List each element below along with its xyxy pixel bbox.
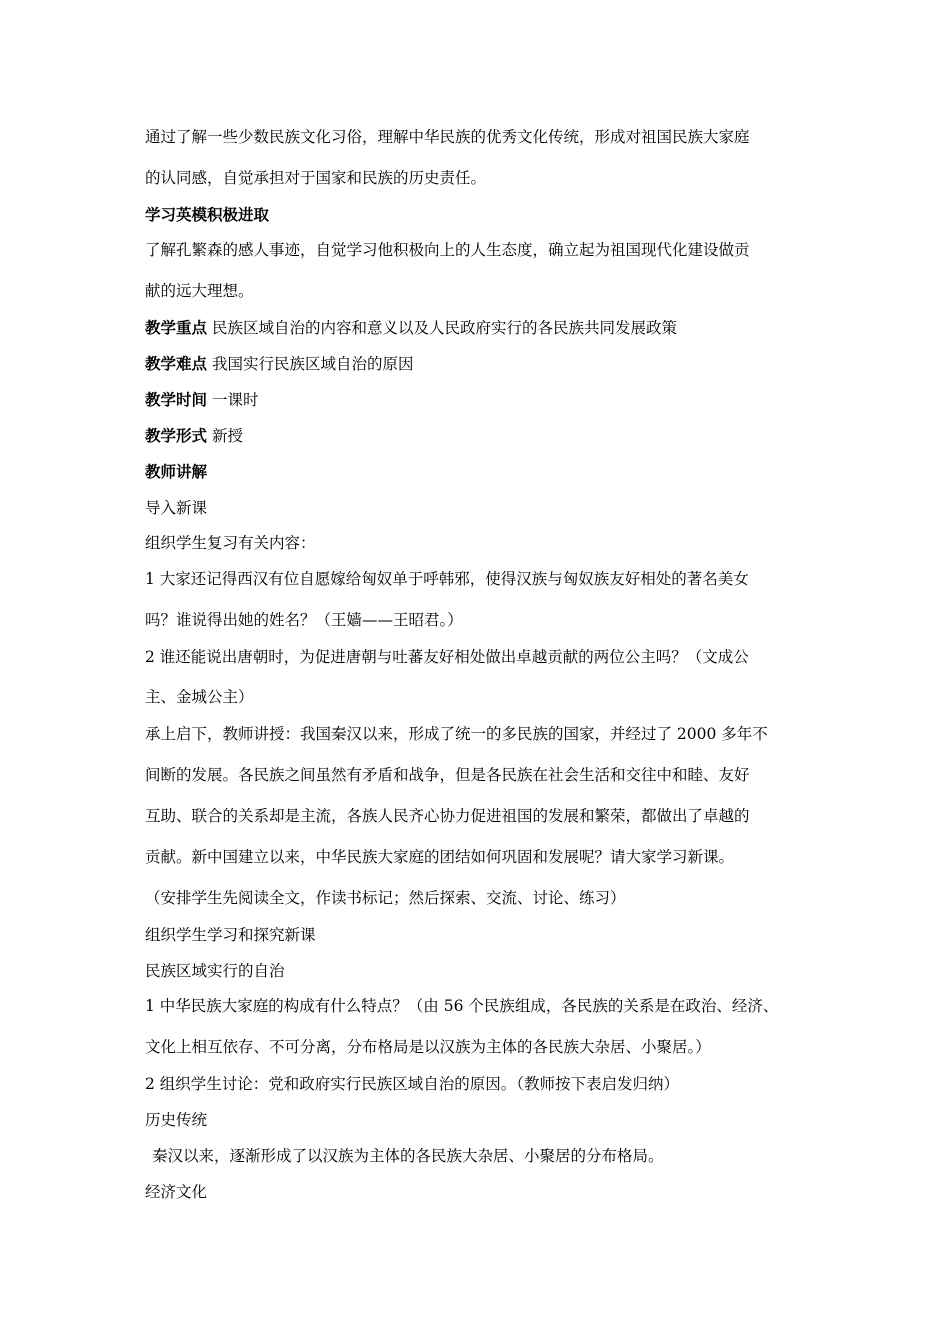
economy-culture-heading: 经济文化 [145,1183,208,1201]
teaching-time-label: 教学时间 [145,391,208,409]
teaching-form-text: 新授 [211,427,243,445]
item-2: 2 组织学生讨论：党和政府实行民族区域自治的原因。（教师按下表启发归纳） [145,1075,680,1093]
history-tradition-text: 秦汉以来，逐渐形成了以汉族为主体的各民族大杂居、小聚居的分布格局。 [152,1147,664,1165]
teaching-focus-label: 教学重点 [145,319,208,337]
transition-line-4: 贡献。新中国建立以来，中华民族大家庭的团结如何巩固和发展呢？请大家学习新课。 [145,848,735,866]
organize-study: 组织学生学习和探究新课 [145,926,316,944]
transition-line-2: 间断的发展。各民族之间虽然有矛盾和战争，但是各民族在社会生活和交往中和睦、友好 [145,766,750,784]
objective-kong-line-1: 了解孔繁森的感人事迹，自觉学习他积极向上的人生态度，确立起为祖国现代化建设做贡 [145,241,750,259]
review-instruction: 组织学生复习有关内容： [145,534,316,552]
teaching-form [145,426,243,446]
intro-new-lesson: 导入新课 [145,499,208,517]
item-1-line-2: 文化上相互依存、不可分离，分布格局是以汉族为主体的各民族大杂居、小聚居。） [145,1038,711,1056]
teaching-difficulty [145,354,413,374]
question-2-line-2: 主、金城公主） [145,688,254,706]
transition-line-3: 互助、联合的关系却是主流，各族人民齐心协力促进祖国的发展和繁荣，都做出了卓越的 [145,807,750,825]
reading-arrangement: （安排学生先阅读全文，作读书标记；然后探索、交流、讨论、练习） [145,889,626,907]
teaching-difficulty-text: 我国实行民族区域自治的原因 [211,355,414,373]
teaching-focus [145,318,677,338]
objective-kong-line-2: 献的远大理想。 [145,282,254,300]
teaching-time-text: 一课时 [211,391,259,409]
teaching-time [145,390,258,410]
teaching-focus-text: 民族区域自治的内容和意义以及人民政府实行的各民族共同发展政策 [211,319,677,337]
item-1-line-1: 1 中华民族大家庭的构成有什么特点？（由 56 个民族组成，各民族的关系是在政治、经济、 [145,997,779,1015]
question-1-line-2: 吗？谁说得出她的姓名？（王嫱——王昭君。） [145,611,463,629]
heading-learn-from-models: 学习英模积极进取 [145,206,270,224]
question-2-line-1: 2 谁还能说出唐朝时，为促进唐朝与吐蕃友好相处做出卓越贡献的两位公主吗？（文成公 [145,648,749,666]
objective-culture-line-1: 通过了解一些少数民族文化习俗，理解中华民族的优秀文化传统，形成对祖国民族大家庭 [145,128,750,146]
history-tradition-heading: 历史传统 [145,1111,208,1129]
heading-teacher-explanation: 教师讲解 [145,463,208,481]
question-1-line-1: 1 大家还记得西汉有位自愿嫁给匈奴单于呼韩邪，使得汉族与匈奴族友好相处的著名美女 [145,570,749,588]
objective-culture-line-2: 的认同感，自觉承担对于国家和民族的历史责任。 [145,169,487,187]
section-regional-autonomy: 民族区域实行的自治 [145,962,285,980]
teaching-difficulty-label: 教学难点 [145,355,208,373]
teaching-form-label: 教学形式 [145,427,208,445]
transition-line-1: 承上启下，教师讲授：我国秦汉以来，形成了统一的多民族的国家，并经过了 2000 多年不 [145,725,768,743]
